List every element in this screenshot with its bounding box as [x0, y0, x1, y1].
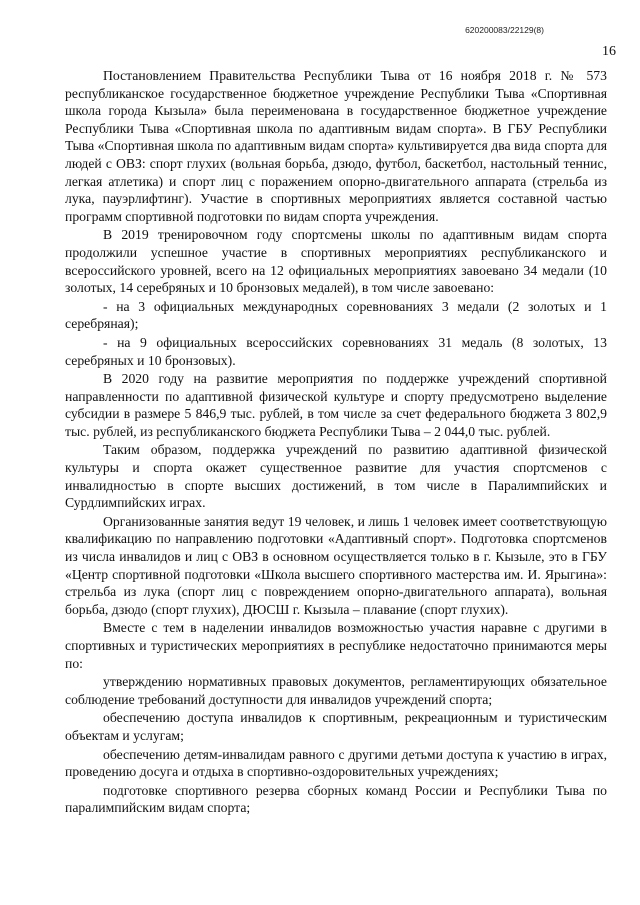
paragraph-2019-results: В 2019 тренировочном году спортсмены школы по адаптивным видам спорта продолжили успешное участие в спортивных мероприятиях республиканского и всероссийского уровней, всего на 12 официальных мероприятиях завоевано 34 медали (10 золотых, 14 серебряных и 10 бронзовых медалей), в том числе завоевано: [65, 227, 607, 296]
paragraph-conclusion: Таким образом, поддержка учреждений по развитию адаптивной физической культуры и спорта окажет существенное развитие для участия спортсменов с инвалидностью в спорте высших достижений, в том числе в Паралимпийских и Сурдлимпийских играх. [65, 442, 607, 511]
list-item-reserve: подготовке спортивного резерва сборных команд России и Республики Тыва по паралимпийским видам спорта; [65, 782, 607, 816]
list-item-children: обеспечению детям-инвалидам равного с другими детьми доступа к участию в играх, проведению досуга и отдыха в спортивно-оздоровительных учреждениях; [65, 746, 607, 780]
document-body [65, 67, 607, 817]
page-number: 16 [602, 44, 616, 59]
paragraph-2020-funding: В 2020 году на развитие мероприятия по поддержке учреждений спортивной направленности по адаптивной физической культуре и спорту предусмотрено выделение субсидии в размере 5 846,9 тыс. рублей, в том числе за счет федерального бюджета 3 802,9 тыс. рублей, из республиканского бюджета Республики Тыва – 2 044,0 тыс. рублей. [65, 371, 607, 439]
list-item-national: - на 9 официальных всероссийских соревнованиях 31 медаль (8 золотых, 13 серебряных и 10 бронзовых). [65, 334, 607, 368]
paragraph-measures-intro: Вместе с тем в наделении инвалидов возможностью участия наравне с другими в спортивных и туристических мероприятиях в республике недостаточно принимаются меры по: [65, 620, 607, 671]
list-item-regulations: утверждению нормативных правовых документов, регламентирующих обязательное соблюдение требований доступности для инвалидов учреждений спорта; [65, 674, 607, 707]
paragraph-renaming: Постановлением Правительства Республики Тыва от 16 ноября 2018 г. № 573 республиканское государственное бюджетное учреждение Республики Тыва «Спортивная школа города Кызыла» была переименована в государственное бюджетное учреждение Республики Тыва «Спортивная школа по адаптивным видам спорта». В ГБУ Республики Тыва «Спортивная школа по адаптивным видам спорта» культивируется два вида спорта для людей с ОВЗ: спорт глухих (вольная борьба, дзюдо, футбол, баскетбол, настольный теннис, легкая атлетика) и спорт лиц с поражением опорно-двигательного аппарата (стрельба из лука, пауэрлифтинг). Участие в спортивных мероприятиях является составной частью программ спортивной подготовки по видам спорта учреждения. [65, 68, 607, 224]
paragraph-staff: Организованные занятия ведут 19 человек, и лишь 1 человек имеет соответствующую квалификацию по направлению подготовки «Адаптивный спорт». Подготовка спортсменов из числа инвалидов и лиц с ОВЗ в основном осуществляется только в г. Кызыле, это в ГБУ «Центр спортивной подготовки «Школа высшего спортивного мастерства им. И. Ярыгина»: стрельба из лука (спорт лиц с повреждением опорно-двигательного аппарата), вольная борьба, дзюдо (спорт глухих), ДЮСШ г. Кызыла – плавание (спорт глухих). [65, 513, 607, 617]
document-id: 620200083/22129(8) [465, 25, 544, 35]
list-item-access: обеспечению доступа инвалидов к спортивным, рекреационным и туристическим объектам и услугам; [65, 710, 607, 743]
list-item-international: - на 3 официальных международных соревнованиях 3 медали (2 золотых и 1 серебряная); [65, 298, 607, 332]
